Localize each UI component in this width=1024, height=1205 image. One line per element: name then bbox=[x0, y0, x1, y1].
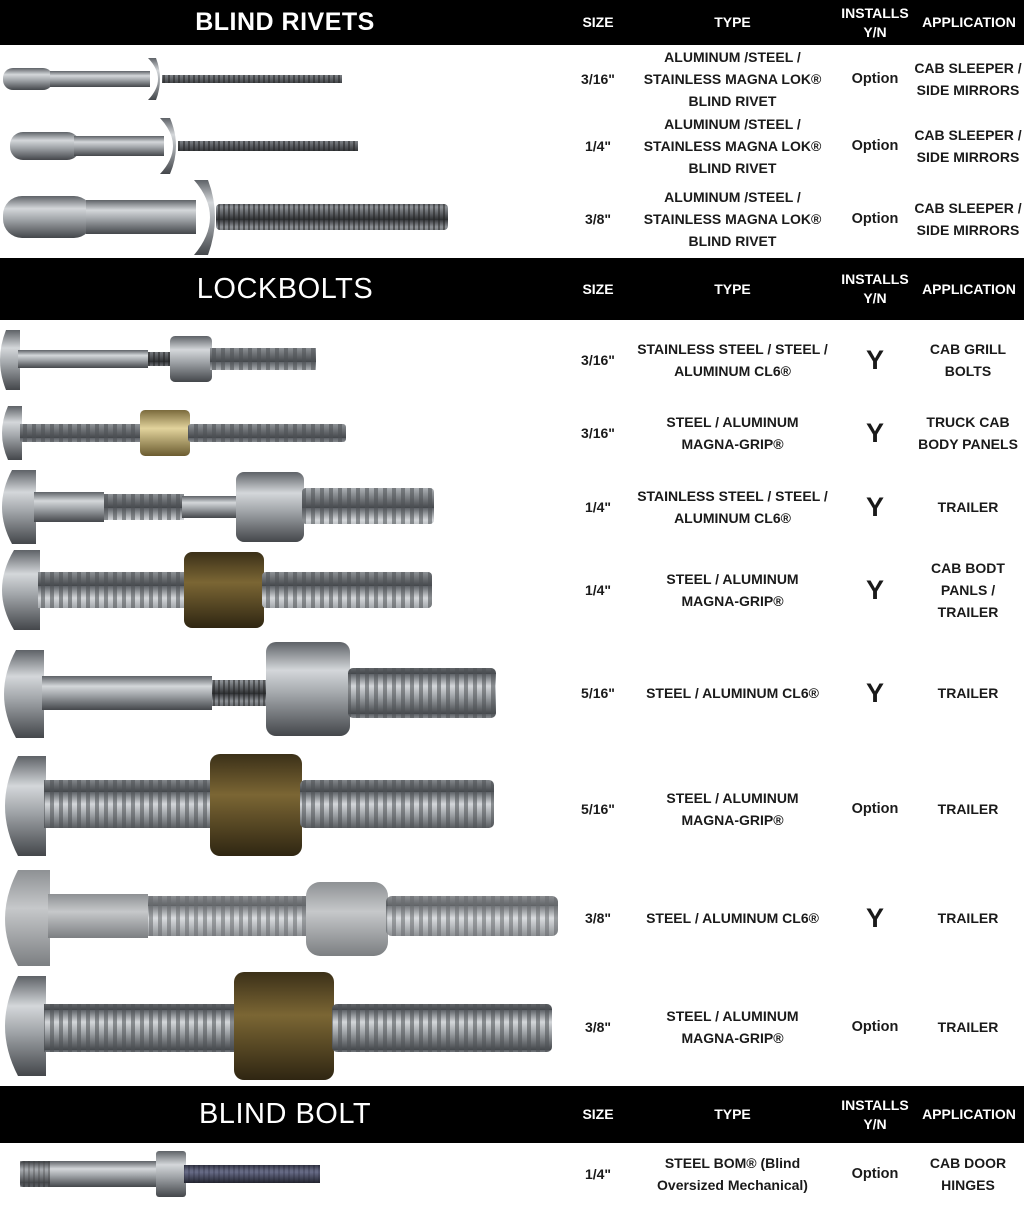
application-value: CAB GRILL BOLTS bbox=[929, 341, 1007, 379]
lockbolt-magna-grip-image bbox=[0, 752, 565, 866]
application-value: CAB DOOR HINGES bbox=[929, 1155, 1007, 1193]
installs-value: Y bbox=[865, 903, 884, 933]
section-header-blind-bolt bbox=[0, 1086, 1024, 1143]
lockbolt-cl6-image bbox=[0, 866, 565, 970]
blind-rivet-3-8-image bbox=[0, 180, 565, 257]
installs-value: Y bbox=[865, 345, 884, 375]
installs-value: Option bbox=[851, 801, 899, 817]
table-row bbox=[0, 634, 1024, 752]
blind-bolt-bom-image bbox=[0, 1143, 565, 1205]
type-value: STEEL / ALUMINUM MAGNA-GRIP® bbox=[666, 414, 799, 452]
type-value: STAINLESS STEEL / STEEL / ALUMINUM CL6® bbox=[637, 488, 828, 526]
type-value: STEEL / ALUMINUM MAGNA-GRIP® bbox=[666, 790, 799, 828]
column-header-type: TYPE bbox=[714, 1106, 751, 1123]
size-value: 3/8" bbox=[584, 210, 612, 227]
table-row bbox=[0, 546, 1024, 634]
size-value: 3/16" bbox=[581, 425, 615, 441]
size-value: 1/4" bbox=[584, 582, 612, 598]
table-row bbox=[0, 112, 1024, 180]
table-row bbox=[0, 398, 1024, 468]
column-header-application: APPLICATION bbox=[922, 1106, 1016, 1123]
type-value: STEEL / ALUMINUM CL6® bbox=[646, 910, 819, 926]
installs-value: Option bbox=[851, 210, 899, 227]
blind-rivet-3-16-image bbox=[0, 46, 565, 112]
installs-value: Option bbox=[851, 138, 899, 154]
application-value: CAB SLEEPER / SIDE MIRRORS bbox=[914, 127, 1022, 165]
application-value: TRAILER bbox=[937, 801, 999, 817]
section-title: LOCKBOLTS bbox=[196, 272, 374, 305]
installs-value: Option bbox=[851, 1019, 899, 1035]
type-value: ALUMINUM /STEEL / STAINLESS MAGNA LOK® BLIND RIVET bbox=[643, 49, 822, 109]
column-header-size: SIZE bbox=[582, 14, 614, 31]
size-value: 3/16" bbox=[581, 71, 615, 87]
size-value: 5/16" bbox=[581, 685, 615, 701]
lockbolt-cl6-image bbox=[0, 468, 565, 546]
table-row bbox=[0, 46, 1024, 112]
section-header-blind-rivets bbox=[0, 0, 1024, 45]
size-value: 3/8" bbox=[584, 1019, 612, 1035]
section-title: BLIND RIVETS bbox=[195, 8, 375, 36]
application-value: CAB SLEEPER / SIDE MIRRORS bbox=[914, 199, 1022, 238]
type-value: STEEL / ALUMINUM MAGNA-GRIP® bbox=[666, 1008, 799, 1046]
lockbolt-cl6-image bbox=[0, 634, 565, 752]
application-value: TRUCK CAB BODY PANELS bbox=[918, 414, 1018, 452]
size-value: 3/8" bbox=[584, 910, 612, 926]
installs-value: Y bbox=[865, 492, 884, 522]
column-header-installs: INSTALLS Y/N bbox=[841, 4, 909, 40]
column-header-type: TYPE bbox=[714, 280, 751, 297]
application-value: TRAILER bbox=[937, 910, 999, 926]
installs-value: Option bbox=[851, 71, 899, 87]
column-header-size: SIZE bbox=[582, 280, 614, 297]
column-header-type: TYPE bbox=[714, 14, 751, 31]
size-value: 1/4" bbox=[584, 499, 612, 515]
table-row bbox=[0, 970, 1024, 1084]
application-value: TRAILER bbox=[937, 685, 999, 701]
table-row bbox=[0, 322, 1024, 398]
installs-value: Y bbox=[865, 418, 884, 448]
lockbolt-magna-grip-image bbox=[0, 970, 565, 1084]
type-value: STEEL / ALUMINUM CL6® bbox=[646, 685, 819, 701]
application-value: TRAILER bbox=[937, 1019, 999, 1035]
type-value: STEEL BOM® (Blind Oversized Mechanical) bbox=[657, 1155, 808, 1193]
table-row bbox=[0, 866, 1024, 970]
type-value: ALUMINUM /STEEL / STAINLESS MAGNA LOK® BLIND RIVET bbox=[643, 188, 822, 249]
table-row bbox=[0, 468, 1024, 546]
blind-rivet-1-4-image bbox=[0, 112, 565, 180]
size-value: 1/4" bbox=[584, 1166, 612, 1182]
table-row bbox=[0, 180, 1024, 257]
column-header-installs: INSTALLS Y/N bbox=[841, 271, 909, 306]
size-value: 5/16" bbox=[581, 801, 615, 817]
installs-value: Option bbox=[851, 1166, 899, 1182]
application-value: CAB BODT PANLS / TRAILER bbox=[931, 560, 1005, 620]
lockbolt-magna-grip-image bbox=[0, 398, 565, 468]
column-header-application: APPLICATION bbox=[922, 14, 1016, 31]
table-row bbox=[0, 1143, 1024, 1205]
size-value: 1/4" bbox=[584, 138, 612, 154]
column-header-installs: INSTALLS Y/N bbox=[841, 1096, 909, 1132]
lockbolt-cl6-image bbox=[0, 322, 565, 398]
column-header-application: APPLICATION bbox=[922, 280, 1016, 297]
column-header-size: SIZE bbox=[582, 1106, 614, 1123]
installs-value: Y bbox=[865, 678, 884, 708]
type-value: STAINLESS STEEL / STEEL / ALUMINUM CL6® bbox=[637, 341, 828, 379]
lockbolt-magna-grip-image bbox=[0, 546, 565, 634]
application-value: CAB SLEEPER / SIDE MIRRORS bbox=[914, 60, 1022, 98]
type-value: ALUMINUM /STEEL / STAINLESS MAGNA LOK® BLIND RIVET bbox=[643, 116, 822, 176]
installs-value: Y bbox=[865, 575, 884, 605]
table-row bbox=[0, 752, 1024, 866]
section-title: BLIND BOLT bbox=[198, 1098, 372, 1130]
type-value: STEEL / ALUMINUM MAGNA-GRIP® bbox=[666, 571, 799, 609]
section-header-lockbolts bbox=[0, 258, 1024, 320]
application-value: TRAILER bbox=[937, 499, 999, 515]
size-value: 3/16" bbox=[581, 352, 615, 368]
